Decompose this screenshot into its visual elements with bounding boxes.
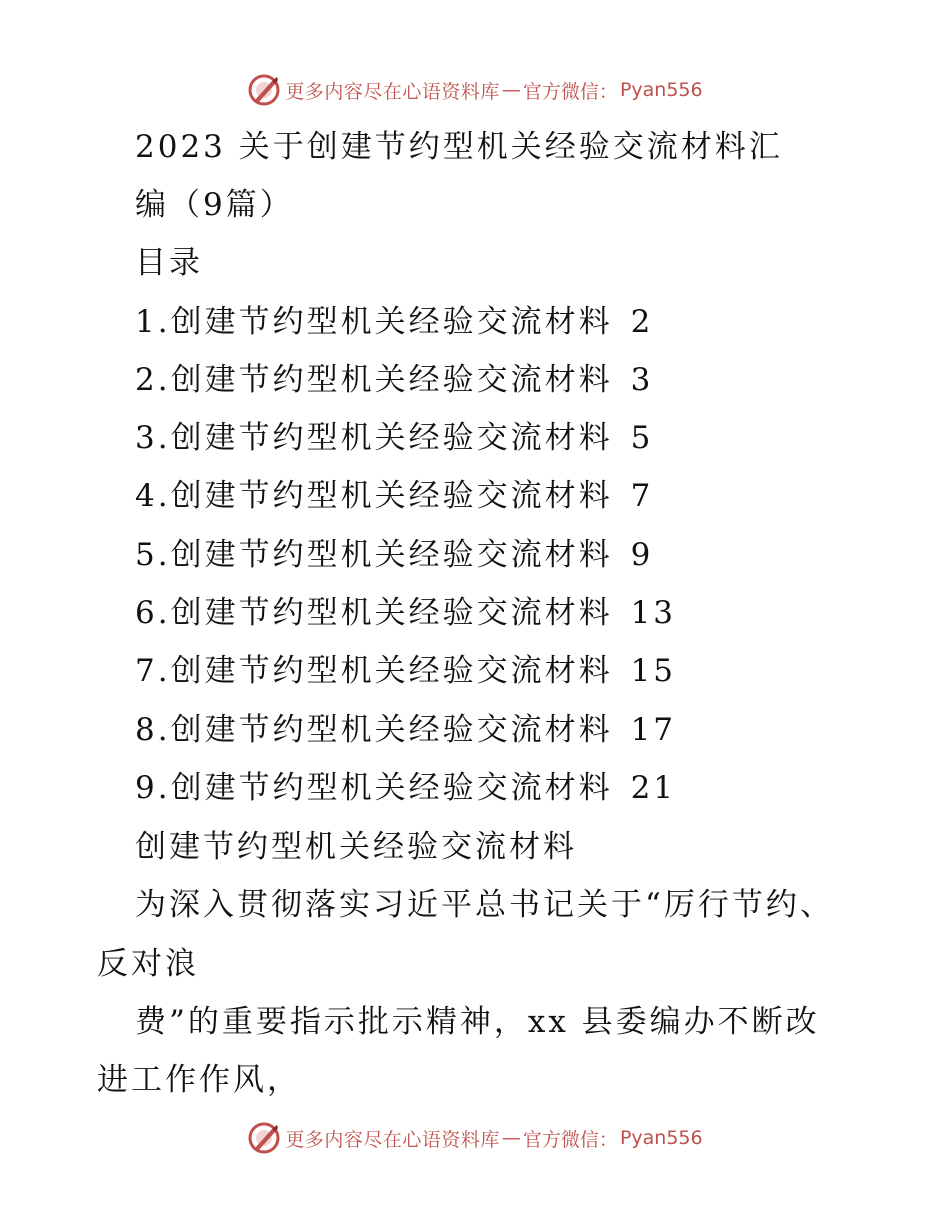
- toc-item-page: 15: [630, 653, 677, 689]
- toc-item[interactable]: [135, 651, 676, 691]
- document-title-line-1: 2023 关于创建节约型机关经验交流材料汇: [135, 129, 783, 165]
- banner-wechat-label: 官方微信：: [522, 1128, 618, 1151]
- toc-item-label: 7.创建节约型机关经验交流材料: [135, 653, 613, 689]
- toc-item[interactable]: [135, 360, 653, 400]
- toc-item-label: 8.创建节约型机关经验交流材料: [135, 712, 613, 748]
- header-banner: [0, 70, 950, 110]
- toc-item[interactable]: [135, 476, 653, 516]
- document-title-line-2: 编（9篇）: [135, 187, 294, 223]
- toc-item-page: 2: [630, 304, 654, 340]
- toc-item-label: 3.创建节约型机关经验交流材料: [135, 420, 613, 456]
- toc-item-page: 7: [630, 478, 654, 514]
- toc-item-page: 17: [630, 712, 677, 748]
- toc-item-label: 4.创建节约型机关经验交流材料: [135, 478, 613, 514]
- brand-logo-icon: [247, 73, 281, 107]
- banner-wechat-id: Pyan556: [619, 79, 703, 101]
- paragraph-line: 反对浪: [97, 946, 199, 982]
- paragraph-line: 费”的重要指示批示精神，xx 县委编办不断改: [135, 1004, 820, 1040]
- banner-wechat-label: 官方微信：: [522, 80, 618, 103]
- toc-item-page: 9: [630, 537, 654, 573]
- toc-item-page: 21: [630, 770, 677, 806]
- toc-item[interactable]: [135, 710, 676, 750]
- banner-dash: —: [501, 79, 521, 101]
- toc-item-page: 13: [630, 595, 677, 631]
- banner-dash: —: [501, 1127, 521, 1149]
- banner-wechat-id: Pyan556: [619, 1127, 703, 1149]
- toc-item[interactable]: [135, 535, 653, 575]
- toc-item-page: 3: [630, 362, 654, 398]
- toc-item-label: 9.创建节约型机关经验交流材料: [135, 770, 613, 806]
- section-title: 创建节约型机关经验交流材料: [135, 829, 577, 865]
- toc-heading: 目录: [135, 245, 203, 281]
- toc-item[interactable]: [135, 302, 653, 342]
- toc-item[interactable]: [135, 768, 676, 808]
- toc-item[interactable]: [135, 418, 653, 458]
- toc-item-label: 5.创建节约型机关经验交流材料: [135, 537, 613, 573]
- paragraph-line: 为深入贯彻落实习近平总书记关于“厉行节约、: [135, 887, 834, 923]
- toc-item-label: 1.创建节约型机关经验交流材料: [135, 304, 613, 340]
- toc-item-label: 6.创建节约型机关经验交流材料: [135, 595, 613, 631]
- banner-text: 更多内容尽在心语资料库: [285, 80, 500, 103]
- footer-banner: [0, 1118, 950, 1158]
- paragraph-line: 进工作作风，: [97, 1062, 301, 1098]
- toc-item-page: 5: [630, 420, 654, 456]
- banner-text: 更多内容尽在心语资料库: [285, 1128, 500, 1151]
- toc-item[interactable]: [135, 593, 676, 633]
- toc-item-label: 2.创建节约型机关经验交流材料: [135, 362, 613, 398]
- brand-logo-icon: [247, 1121, 281, 1155]
